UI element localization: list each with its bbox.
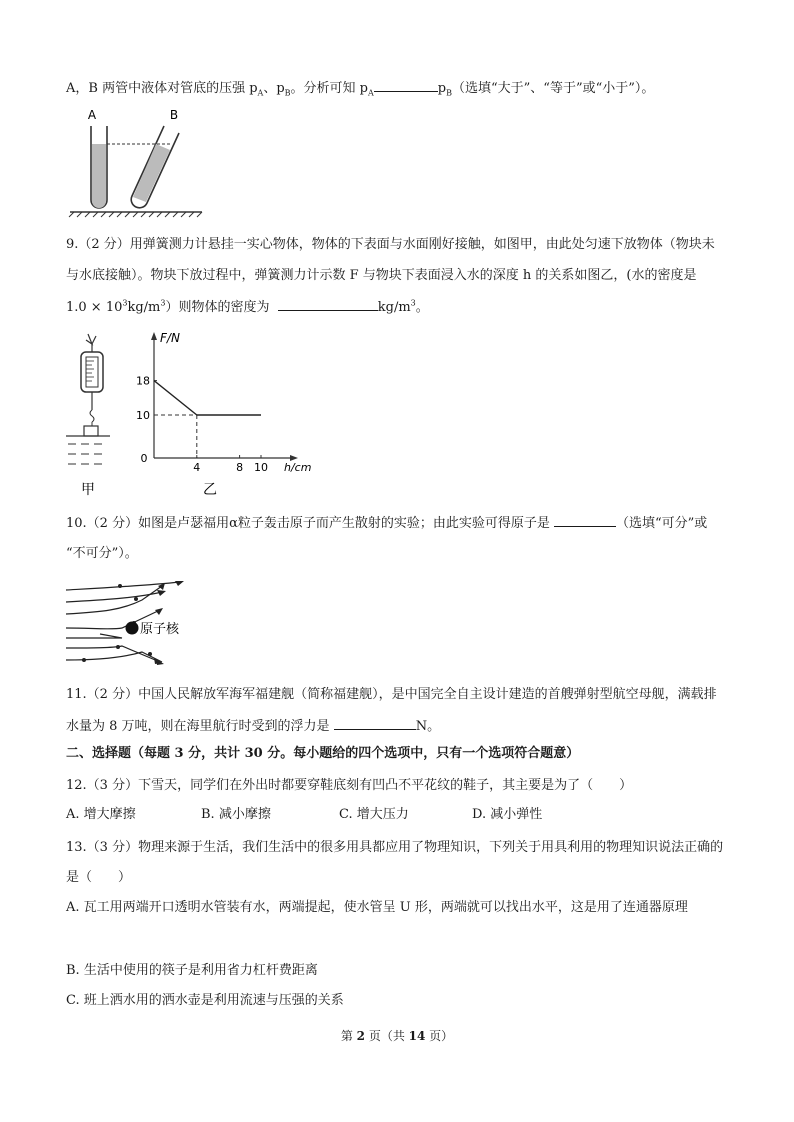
y-tick-label: 18 — [136, 374, 150, 388]
atomic-nucleus — [126, 622, 139, 635]
y-tick-label: 10 — [136, 409, 150, 422]
hand-hook-icon — [86, 334, 96, 344]
spring-scale-body — [81, 352, 103, 392]
q13-option-c[interactable]: C. 班上洒水用的洒水壶是利用流速与压强的关系 — [66, 993, 344, 1008]
q9-line-3: $1.0 \times 10^3kg/m^3$）则物体的密度为 $kg/m^3$。 — [66, 298, 429, 315]
q12-option-c[interactable]: C. 增大压力 — [339, 807, 409, 822]
q11-line-1: 11.（2 分）中国人民解放军海军福建舰（简称福建舰），是中国完全自主设计建造的首艘弹射型航空母舰，满载排 — [66, 687, 717, 702]
q12-option-b[interactable]: B. 减小摩擦 — [201, 807, 271, 822]
x-tick-label: 10 — [254, 461, 268, 474]
figure-yi-label: 乙 — [203, 482, 217, 498]
tube-a-label: A — [87, 108, 97, 122]
q9-line-2: 与水底接触）。物块下放过程中，弹簧测力计示数 F 与物块下表面浸入水的深度 h 的关系如图乙，(水的密度是 — [66, 268, 697, 283]
spring-scale-figure — [64, 330, 124, 500]
q10-line-1: 10.（2 分）如图是卢瑟福用α粒子轰击原子而产生散射的实验；由此实验可得原子是 （选填“可分”或 — [66, 516, 708, 531]
q12-options — [66, 806, 542, 824]
q11-answer-blank[interactable] — [334, 717, 416, 730]
x-tick-label: 4 — [193, 461, 201, 474]
figure-jia-label: 甲 — [81, 482, 95, 498]
q9-line-1: 9.（2 分）用弹簧测力计悬挂一实心物体，物体的下表面与水面刚好接触，如图甲，由此处匀速下放物体（物块未 — [66, 237, 715, 252]
x-tick-label: 8 — [236, 461, 244, 474]
force-depth-chart — [134, 328, 314, 500]
q13-option-a[interactable]: A. 瓦工用两端开口透明水管装有水，两端提起，使水管呈 U 形，两端就可以找出水平，这是用了连通器原理 — [66, 900, 688, 915]
nucleus-label: 原子核 — [140, 622, 180, 637]
section-2-heading: 二、选择题（每题 3 分，共计 30 分。每小题给的四个选项中，只有一个选项符合题意） — [66, 746, 580, 761]
q13-stem-2: 是（ ） — [66, 870, 132, 885]
test-tubes-figure — [66, 104, 206, 218]
q8-line: A，B 两管中液体对管底的压强 $p_A$、$p_B$。分析可知 $p_A$ $p_B$（选填“大于”、“等于”或“小于”）。 — [66, 81, 655, 98]
q8-answer-blank[interactable] — [374, 79, 438, 92]
alpha-scattering-figure — [62, 578, 212, 670]
origin-label: 0 — [140, 452, 148, 465]
q10-answer-blank[interactable] — [554, 514, 616, 527]
object-block — [84, 426, 98, 436]
y-axis-arrow — [151, 332, 157, 340]
tube-b — [131, 126, 179, 208]
water-lines — [68, 444, 102, 464]
page-total: 14 — [408, 1029, 426, 1043]
tube-b-label: B — [169, 108, 179, 122]
q13-stem-1: 13.（3 分）物理来源于生活，我们生活中的很多用具都应用了物理知识，下列关于用具利用的物理知识说法正确的 — [66, 840, 724, 855]
tube-a — [91, 126, 107, 208]
series-segment — [154, 381, 197, 415]
page-footer: 第 2 页（共 14 页） — [340, 1029, 454, 1043]
q9-answer-blank[interactable] — [278, 298, 378, 311]
q12-option-a[interactable]: A. 增大摩擦 — [66, 807, 136, 822]
q11-line-2: 水量为 8 万吨，则在海里航行时受到的浮力是 N。 — [66, 719, 441, 734]
page-number: 2 — [356, 1029, 365, 1043]
q10-line-2: “不可分”）。 — [66, 546, 138, 561]
x-axis-label: h/cm — [284, 461, 312, 474]
y-axis-label: F/N — [160, 331, 180, 345]
q13-option-b[interactable]: B. 生活中使用的筷子是利用省力杠杆费距离 — [66, 963, 318, 978]
q12-stem: 12.（3 分）下雪天，同学们在外出时都要穿鞋底刻有凹凸不平花纹的鞋子，其主要是为了（ ） — [66, 778, 633, 793]
q12-option-d[interactable]: D. 减小弹性 — [472, 807, 543, 822]
